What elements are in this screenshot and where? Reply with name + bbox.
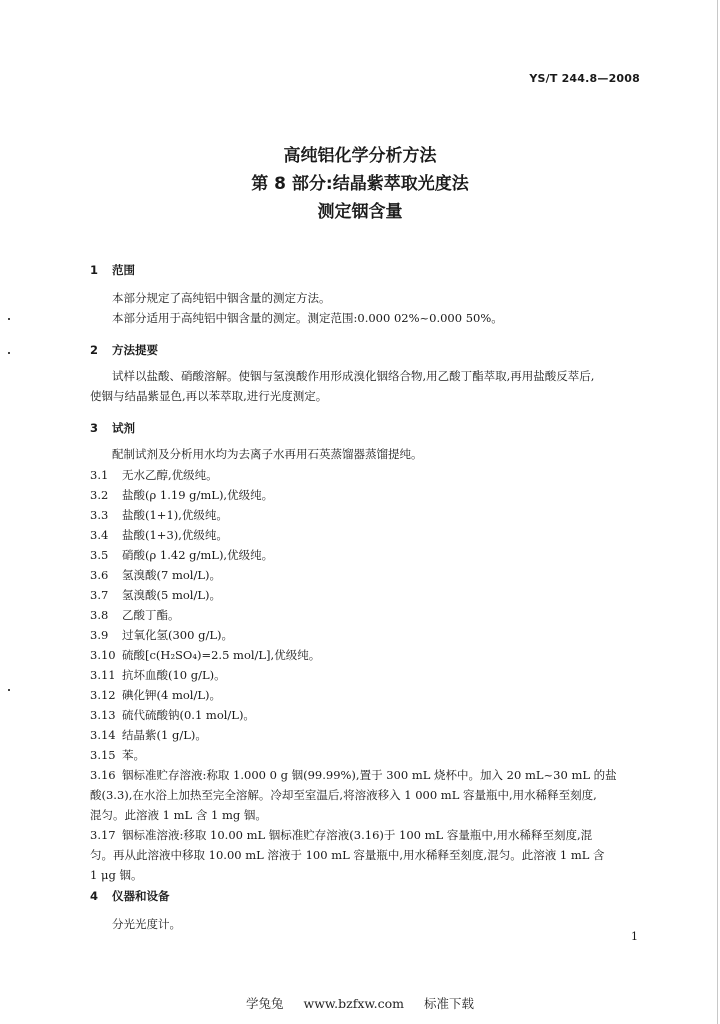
item-number: 3.14 xyxy=(90,728,116,742)
list-item xyxy=(90,705,255,725)
footer-tagline: 标准下载 xyxy=(423,996,474,1011)
list-item xyxy=(90,745,145,765)
section-number: 3 xyxy=(90,421,99,435)
title-line-2: 第 8 部分:结晶紫萃取光度法 xyxy=(251,174,469,194)
scan-edge xyxy=(717,0,718,1024)
section-title: 范围 xyxy=(112,263,135,277)
item-text: 氢溴酸(5 mol/L)。 xyxy=(122,588,221,602)
item-continuation: 1 μg 铟。 xyxy=(90,868,143,882)
item-text: 硝酸(ρ 1.42 g/mL),优级纯。 xyxy=(122,548,274,562)
section-1-paragraph-2: 本部分适用于高纯铝中铟含量的测定。测定范围:0.000 02%~0.000 50%。 xyxy=(112,311,503,325)
list-item xyxy=(90,505,228,525)
list-item xyxy=(90,465,218,485)
section-title: 方法提要 xyxy=(112,343,158,357)
item-text: 乙酸丁酯。 xyxy=(122,608,180,622)
section-4-paragraph: 分光光度计。 xyxy=(112,917,181,931)
item-text: 氢溴酸(7 mol/L)。 xyxy=(122,568,221,582)
list-item xyxy=(90,565,221,585)
item-number: 3.11 xyxy=(90,668,116,682)
scan-speck xyxy=(8,352,10,354)
item-text: 结晶紫(1 g/L)。 xyxy=(122,728,207,742)
item-number: 3.13 xyxy=(90,708,116,722)
item-number: 3.2 xyxy=(90,488,109,502)
item-text: 碘化钾(4 mol/L)。 xyxy=(122,688,221,702)
section-number: 1 xyxy=(90,263,99,277)
list-item xyxy=(90,545,273,565)
scan-speck xyxy=(8,689,10,691)
list-item xyxy=(90,525,228,545)
item-text: 无水乙醇,优级纯。 xyxy=(122,468,218,482)
section-2-paragraph-line-2: 使铟与结晶紫显色,再以苯萃取,进行光度测定。 xyxy=(90,389,328,403)
list-item xyxy=(90,825,592,845)
item-continuation: 混匀。此溶液 1 mL 含 1 mg 铟。 xyxy=(90,808,267,822)
item-number: 3.17 xyxy=(90,828,116,842)
title-line-3: 测定铟含量 xyxy=(317,202,403,222)
item-text: 盐酸(1+1),优级纯。 xyxy=(122,508,228,522)
item-number: 3.10 xyxy=(90,648,116,662)
list-item xyxy=(90,665,226,685)
item-number: 3.1 xyxy=(90,468,109,482)
section-number: 2 xyxy=(90,343,99,357)
item-text: 盐酸(ρ 1.19 g/mL),优级纯。 xyxy=(122,488,274,502)
item-number: 3.3 xyxy=(90,508,109,522)
item-text: 铟标准溶液:移取 10.00 mL 铟标准贮存溶液(3.16)于 100 mL 容量瓶中,用水稀释至刻度,混 xyxy=(122,828,593,842)
list-item xyxy=(90,725,207,745)
section-3-intro: 配制试剂及分析用水均为去离子水再用石英蒸馏器蒸馏提纯。 xyxy=(112,447,423,461)
item-number: 3.15 xyxy=(90,748,116,762)
list-item xyxy=(90,585,221,605)
section-2-paragraph-line-1: 试样以盐酸、硝酸溶解。使铟与氢溴酸作用形成溴化铟络合物,用乙酸丁酯萃取,再用盐酸反萃后, xyxy=(112,369,595,383)
footer-site-name: 学兔兔 xyxy=(246,996,284,1011)
item-continuation: 匀。再从此溶液中移取 10.00 mL 溶液于 100 mL 容量瓶中,用水稀释至刻度,混匀。此溶液 1 mL 含 xyxy=(90,848,605,862)
item-number: 3.4 xyxy=(90,528,109,542)
list-item xyxy=(90,685,221,705)
item-text: 盐酸(1+3),优级纯。 xyxy=(122,528,228,542)
page-number: 1 xyxy=(631,930,638,943)
item-number: 3.12 xyxy=(90,688,116,702)
list-item xyxy=(90,625,233,645)
item-number: 3.9 xyxy=(90,628,109,642)
item-number: 3.6 xyxy=(90,568,109,582)
item-number: 3.5 xyxy=(90,548,109,562)
list-item xyxy=(90,765,617,785)
title-line-1: 高纯铝化学分析方法 xyxy=(283,146,437,166)
section-number: 4 xyxy=(90,889,99,903)
section-title: 仪器和设备 xyxy=(112,889,170,903)
section-2-heading xyxy=(90,342,158,358)
section-title: 试剂 xyxy=(112,421,135,435)
list-item xyxy=(90,645,320,665)
footer-url: www.bzfxw.com xyxy=(303,996,404,1011)
item-text: 铟标准贮存溶液:称取 1.000 0 g 铟(99.99%),置于 300 mL 烧杯中。加入 20 mL~30 mL 的盐 xyxy=(122,768,617,782)
scan-speck xyxy=(8,318,10,320)
item-text: 过氧化氢(300 g/L)。 xyxy=(122,628,233,642)
standard-code: YS/T 244.8—2008 xyxy=(529,72,640,85)
section-3-heading xyxy=(90,420,135,436)
footer-watermark xyxy=(0,994,720,1012)
section-1-heading xyxy=(90,262,135,278)
document-title xyxy=(0,142,720,226)
list-item xyxy=(90,485,273,505)
item-continuation: 酸(3.3),在水浴上加热至完全溶解。冷却至室温后,将溶液移入 1 000 mL 容量瓶中,用水稀释至刻度, xyxy=(90,788,597,802)
item-number: 3.16 xyxy=(90,768,116,782)
list-item xyxy=(90,605,180,625)
section-1-paragraph-1: 本部分规定了高纯铝中铟含量的测定方法。 xyxy=(112,291,331,305)
item-text: 抗坏血酸(10 g/L)。 xyxy=(122,668,226,682)
item-number: 3.8 xyxy=(90,608,109,622)
item-number: 3.7 xyxy=(90,588,109,602)
section-4-heading xyxy=(90,888,170,904)
item-text: 硫代硫酸钠(0.1 mol/L)。 xyxy=(122,708,255,722)
item-text: 苯。 xyxy=(122,748,145,762)
item-text: 硫酸[c(H₂SO₄)=2.5 mol/L],优级纯。 xyxy=(122,648,321,662)
